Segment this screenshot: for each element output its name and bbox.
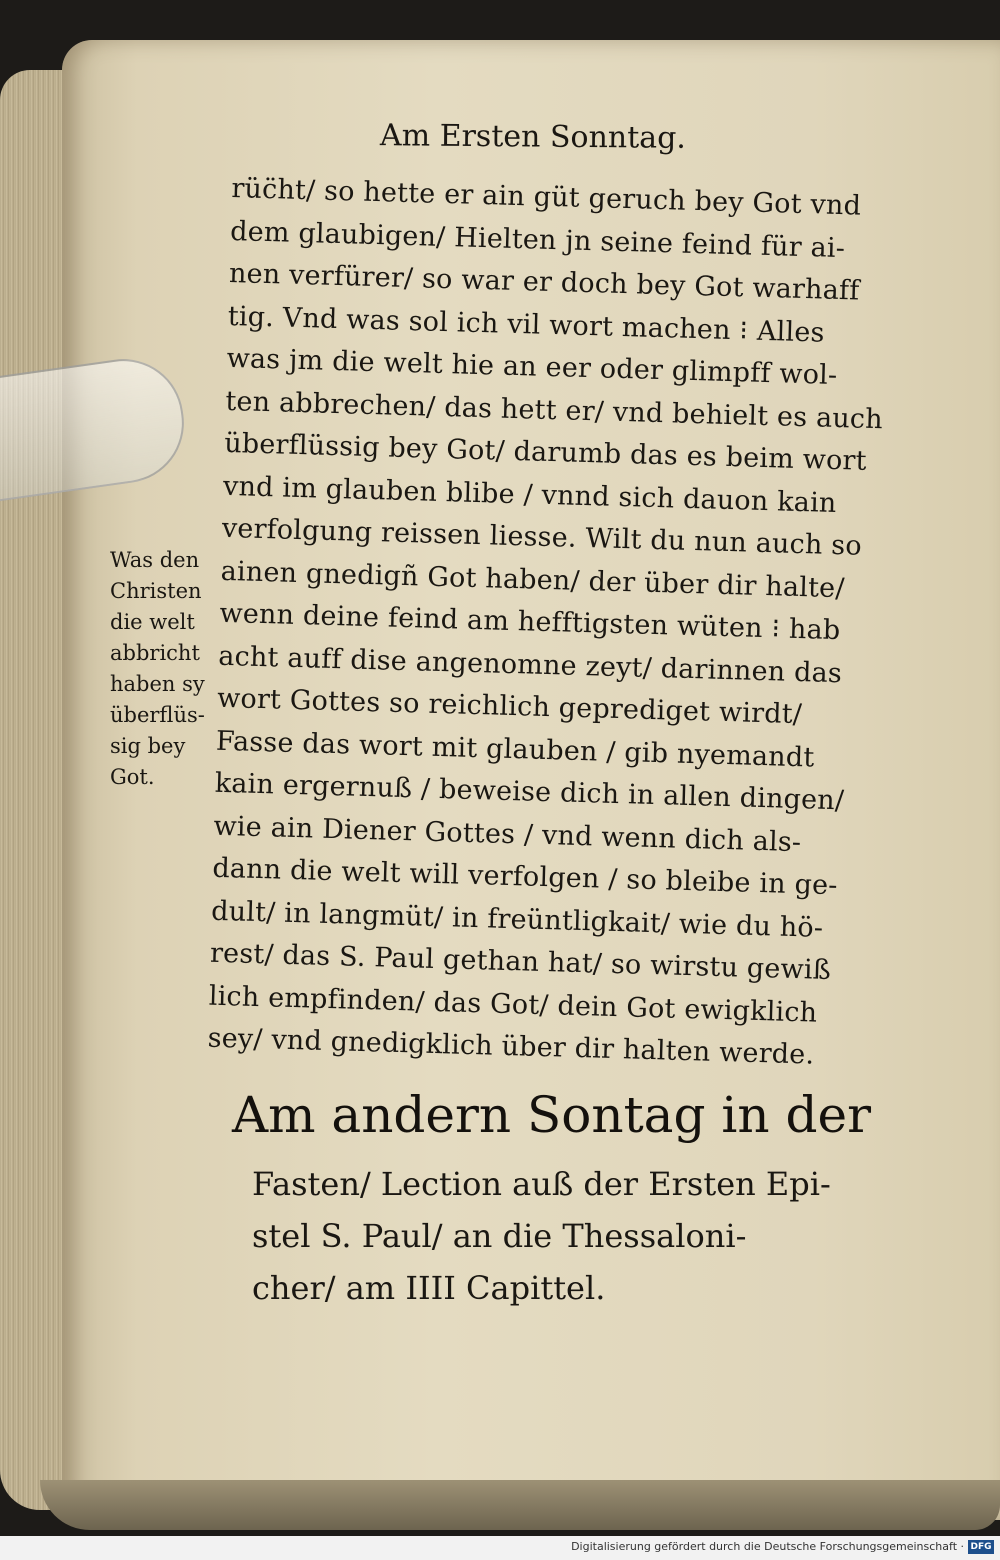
body-line: sey/ vnd gnedigklich über dir halten werde. <box>207 1022 815 1071</box>
margin-note-line: Got. <box>110 765 155 789</box>
margin-note-line: die welt <box>110 610 195 634</box>
margin-note-line: Christen <box>110 579 202 603</box>
subheading-line: cher/ am IIII Capittel. <box>252 1269 606 1307</box>
margin-note-line: haben sy <box>110 672 205 696</box>
body-line: nen verfürer/ so war er doch bey Got warhaff <box>228 257 860 307</box>
running-header: Am Ersten Sonntag. <box>379 118 687 156</box>
body-line: verfolgung reissen liesse. Wilt du nun auch so <box>221 512 863 562</box>
footer-credit: Digitalisierung gefördert durch die Deutsche Forschungsgemeinschaft · <box>571 1540 964 1553</box>
body-line: kain ergernuß / beweise dich in allen dingen/ <box>214 767 845 817</box>
body-line: was jm die welt hie an eer oder glimpff wol- <box>226 342 838 391</box>
margin-note-line: überflüs- <box>110 703 205 727</box>
body-line: acht auff dise angenomne zeyt/ darinnen das <box>217 640 843 689</box>
body-line: ainen gnedigñ Got haben/ der über dir halte/ <box>220 555 846 604</box>
body-line: rüc̈ht/ so hette er ain güt geruch bey Got vnd <box>230 172 862 222</box>
body-line: wie ain Diener Gottes / vnd wenn dich als- <box>213 810 802 858</box>
body-line: wenn deine feind am hefftigsten wüten ⁝ hab <box>219 597 841 647</box>
subheading-line: Fasten/ Lection auß der Ersten Epi- <box>252 1165 831 1203</box>
dfg-logo: DFG <box>968 1540 994 1554</box>
body-line: dem glaubigen/ Hielten jn seine feind für ai- <box>229 215 846 264</box>
section-subheading <box>252 1158 952 1314</box>
body-line: dult/ in langmüt/ in freüntligkait/ wie du hö- <box>210 895 824 944</box>
body-line: vnd im glauben blibe / vnnd sich dauon kain <box>222 470 837 519</box>
body-line: rest/ das S. Paul gethan hat/ so wirstu gewiß <box>209 937 832 987</box>
subheading-line: stel S. Paul/ an die Thessaloni- <box>252 1217 747 1255</box>
margin-note-line: Was den <box>110 548 200 572</box>
margin-note-line: abbricht <box>110 641 200 665</box>
section-heading: Am andern Sontag in der <box>232 1086 871 1144</box>
body-line: ten abbrechen/ das hett er/ vnd behielt es auch <box>225 385 884 435</box>
body-line: lich empfinden/ das Got/ dein Got ewigklich <box>208 980 818 1029</box>
body-line: dann die welt will verfolgen / so bleibe in ge- <box>212 852 839 902</box>
margin-note-line: sig bey <box>110 734 186 758</box>
body-line: tig. Vnd was sol ich vil wort machen ⁝ Alles <box>227 300 826 349</box>
body-text <box>207 168 947 1080</box>
book-bottom-edge <box>40 1480 1000 1530</box>
body-line: überflüssig bey Got/ darumb das es beim wort <box>223 427 868 477</box>
body-line: Fasse das wort mit glauben / gib nyemandt <box>215 725 815 773</box>
body-line: wort Gottes so reichlich geprediget wirdt/ <box>216 682 803 731</box>
